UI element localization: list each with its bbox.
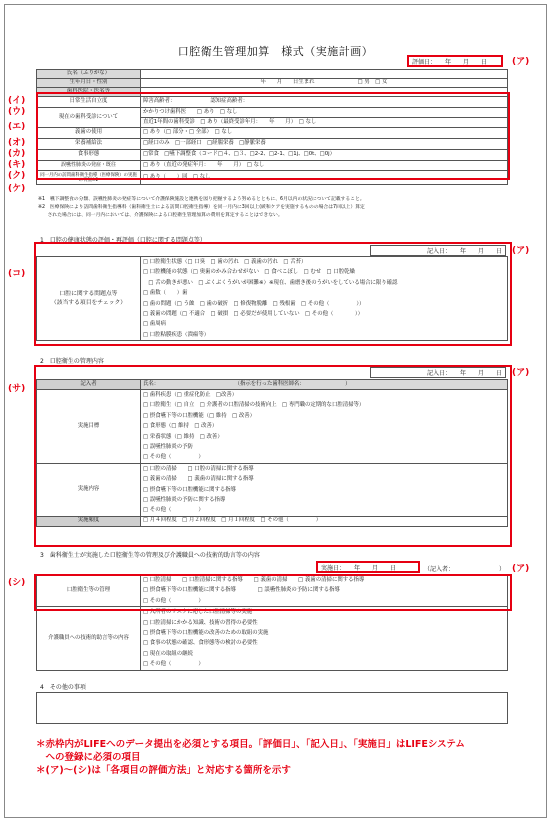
content-swallow-check[interactable]: □ 摂食嚥下等の口腔機能に関する指導 (143, 486, 237, 493)
diet-form-label: 食事形態 (37, 150, 141, 161)
birthdate-value[interactable]: 年 月 日生まれ □ 男 □ 女 (141, 79, 508, 88)
marker-ka: (カ) (8, 149, 26, 159)
oral-problems-label: 口腔に関する問題点等 （該当する項目をチェック） (37, 257, 141, 341)
nutrition-label: 栄養補給法 (37, 139, 141, 150)
eval-date-box[interactable] (407, 55, 503, 67)
marker-sa: (サ) (8, 384, 26, 394)
marker-a-2: (ア) (512, 246, 530, 256)
dental-visit-label: 現在の歯科受診について (37, 108, 141, 128)
advice-swallow-check[interactable]: □ 摂食嚥下等の口腔機能の改善のための取組の実施 (143, 629, 269, 636)
denture-label: 義歯の使用 (37, 128, 141, 139)
advice-other-check[interactable]: □ その他（ ） (143, 661, 204, 668)
home-visit-label: 同一月内の訪問歯科衛生指導（医療保険）の実施の有無※2 (37, 171, 141, 185)
marker-ki: (キ) (8, 160, 26, 170)
advice-knowledge-check[interactable]: □ 口腔清掃にかかる知識、技術の習得の必要性 (143, 619, 258, 626)
mgmt-cleaning-check[interactable]: □ 口腔清掃 □ 口腔清掃に関する指導 □ 義歯の清掃 □ 義歯の清掃に関する指導 (143, 577, 365, 583)
recorder-label: 記入者 (37, 380, 141, 390)
advice-continue-check[interactable]: □ 現在の取組の継続 (143, 650, 193, 657)
mgmt-swallow-check[interactable]: □ 摂食嚥下等の口腔機能に関する指導 □ 誤嚥性肺炎の予防に関する指導 (143, 587, 340, 594)
name-label: 氏名（ふりがな） (37, 70, 141, 79)
note-2: ※2 医療保険により訪問歯科衛生指導料（歯科衛生士による訪問口腔衛生指導）を同一月内に3回以上(緩和ケアを実施するものの場合は7回以上）算定 (38, 205, 365, 210)
section-4-title: 4 その他の事項 (40, 684, 86, 691)
marker-ku: (ク) (8, 171, 26, 181)
mucosa-check[interactable]: □ 口腔粘膜疾患（潰瘍等） (143, 331, 210, 338)
advice-meal-check[interactable]: □ 食事の状態の確認、食形態等の検討の必要性 (143, 640, 258, 647)
basic-red-frame (36, 92, 510, 180)
birthdate-label: 生年月日・性別 (37, 79, 141, 88)
entry-date-1: 記入日： 年 月 日 (426, 248, 502, 255)
advice-items (141, 607, 508, 670)
oral-function-check-2[interactable]: □ 舌の動きが悪い □ ぶくぶくうがいが困難※）※現在、歯磨き後のうがいをしている場合に限り確認 (143, 279, 398, 286)
advice-risk-check[interactable]: □ 入所者のリスクに応じた口腔清掃等の実施 (143, 609, 253, 616)
entry-date-2: 記入日： 年 月 日 (426, 370, 502, 377)
dental-visit-value-1[interactable]: かかりつけ歯科医 □ あり □ なし (141, 108, 508, 118)
note-3: された場合には、同一月内においては、介護保険による口腔衛生管理加算の費用を算定することはできない。 (38, 213, 283, 218)
marker-i: (イ) (8, 96, 26, 106)
recorder-value[interactable]: 氏名： （指示を行った歯科医師名： ） (141, 380, 508, 390)
diet-form-value[interactable]: □常食 □嚥下調整食（コード□４、□３、□2-2、□2-1、□1j、□0t、□0j） (141, 150, 508, 161)
goal-dental-check[interactable]: □ 歯科疾患（□ 重症化防止 □改善） (143, 392, 238, 398)
marker-shi: (シ) (8, 578, 26, 588)
content-pneumonia-check[interactable]: □ 誤嚥性肺炎の予防に関する指導 (143, 496, 226, 503)
dental-visit-value-2[interactable]: 直近1年間の歯科受診 □ あり（最終受診年月： 年 月） □ なし (141, 118, 508, 128)
oral-hygiene-check[interactable]: □ 口腔衛生状態（□ 口臭 □ 歯の汚れ □ 義歯の汚れ □ 舌苔） (143, 259, 307, 265)
periodontal-check[interactable]: □ 歯周病 (143, 321, 166, 328)
denture-value[interactable]: □ あり（□ 部分・□ 全部） □ なし (141, 128, 508, 139)
impl-date: 実施日： 年 月 日 (321, 564, 397, 572)
marker-e: (エ) (8, 122, 26, 132)
marker-ko: (コ) (8, 269, 26, 279)
marker-ke: (ケ) (8, 184, 26, 194)
mgmt-label: 口腔衛生等の管理 (37, 575, 141, 607)
marker-o: (オ) (8, 138, 26, 148)
mgmt-other-check[interactable]: □ その他（ ） (143, 597, 204, 604)
goal-pneumonia-check[interactable]: □ 誤嚥性肺炎の予防 (143, 443, 193, 450)
impl-date-box[interactable] (316, 561, 420, 573)
sec2-red-frame (34, 365, 512, 547)
tooth-count-check[interactable]: □ 歯数（ ）歯 (143, 290, 188, 297)
content-other-check[interactable]: □ その他（ ） (143, 507, 204, 514)
section-3-title: 3 歯科衛生士が実施した口腔衛生等の管理及び介護職員への技術的助言等の内容 (40, 552, 260, 559)
goal-nutrition-check[interactable]: □ 栄養状態（□ 維持 □ 改善） (143, 433, 223, 440)
denture-problem-check[interactable]: □ 義歯の問題（□ 不適合 □ 破損 □ 必要だが使用していない □ その他（ ）） (143, 310, 364, 317)
goal-food-form-check[interactable]: □ 食形態（□ 維持 □ 改善） (143, 423, 218, 430)
content-denture-check[interactable]: □ 義歯の清掃 □ 義歯の清掃に関する指導 (143, 476, 254, 483)
other-notes-field[interactable] (36, 692, 508, 724)
goal-label: 実施目標 (37, 390, 141, 464)
marker-u: (ウ) (8, 107, 26, 117)
adl-label: 日常生活自立度 (37, 97, 141, 108)
frequency-value[interactable]: □ 月４回程度 □ 月２回程度 □ 月１回程度 □ その他（ ） (141, 516, 508, 526)
footer-line-2: への登録に必須の項目 (36, 752, 141, 763)
sec3-red-frame (34, 574, 512, 611)
marker-a-1: (ア) (512, 57, 530, 67)
goal-other-check[interactable]: □ その他（ ） (143, 454, 204, 461)
content-label: 実施内容 (37, 463, 141, 516)
goal-hygiene-check[interactable]: □ 口腔衛生（□ 自立 □ 介護者の口腔清掃の技術向上 □ 専門職の定期的な口腔清掃等） (143, 402, 365, 409)
marker-a-4: (ア) (512, 564, 530, 574)
footer-line-1: ＊赤枠内がLIFEへのデータ提出を必須とする項目。「評価日」、「記入日」、「実施日」はLIFEシステム (36, 739, 465, 750)
home-visit-value[interactable]: □ あり（ ）回 □ なし (141, 171, 508, 185)
pneumonia-label: 誤嚥性肺炎の発症・既往 (37, 161, 141, 171)
nutrition-value[interactable]: □経口のみ □一部経口 □経腸栄養 □静脈栄養 (141, 139, 508, 150)
section-2-title: 2 口腔衛生の管理内容 (40, 358, 104, 365)
adl-value[interactable]: 障害高齢者： 認知症高齢者： (141, 97, 508, 108)
recorder-note[interactable]: （記入者： ） (424, 566, 506, 573)
pneumonia-value[interactable]: □ あり（直近の発症年月： 年 月） □ なし (141, 161, 508, 171)
sec1-red-frame (34, 242, 512, 346)
tooth-problem-check[interactable]: □ 歯の問題（□ う蝕 □ 歯の破折 □ 修復物脱離 □ 残根歯 □ その他（ ）） (143, 300, 365, 307)
eval-date: 評価日： 年 月 日 (412, 58, 488, 66)
footer-line-3: ＊(ア)〜(シ)は「各項目の評価方法」と対応する箇所を示す (36, 765, 291, 776)
note-1: ※1 嚥下調整食の分類、誤嚥性肺炎の発症等について介護保険施設と連携を図り把握するよう努めるとともに、6月以内の状況について記載すること。 (38, 197, 365, 202)
content-cleaning-check[interactable]: □ 口腔の清掃 □ 口腔の清掃に関する指導 (143, 465, 254, 472)
clinic-label: 歯科医院・医名等 (37, 88, 141, 97)
goal-swallow-check[interactable]: □ 摂食嚥下等の口腔機能（□ 維持 □ 改善） (143, 412, 256, 419)
section-1-title: 1 口腔の健康状態の評価・再評価（口腔に関する問題点等） (40, 237, 206, 244)
page-title: 口腔衛生管理加算 様式（実施計画） (177, 45, 374, 58)
marker-a-3: (ア) (512, 368, 530, 378)
name-value[interactable] (141, 70, 508, 79)
oral-function-check[interactable]: □ 口腔機能の状態（□ 奥歯のかみ合わせがない □ 食べこぼし □ むせ □ 口腔乾燥 (143, 269, 355, 276)
frequency-label: 実施頻度 (37, 516, 141, 526)
advice-label: 介護職員への技術的助言等の内容 (37, 607, 141, 670)
